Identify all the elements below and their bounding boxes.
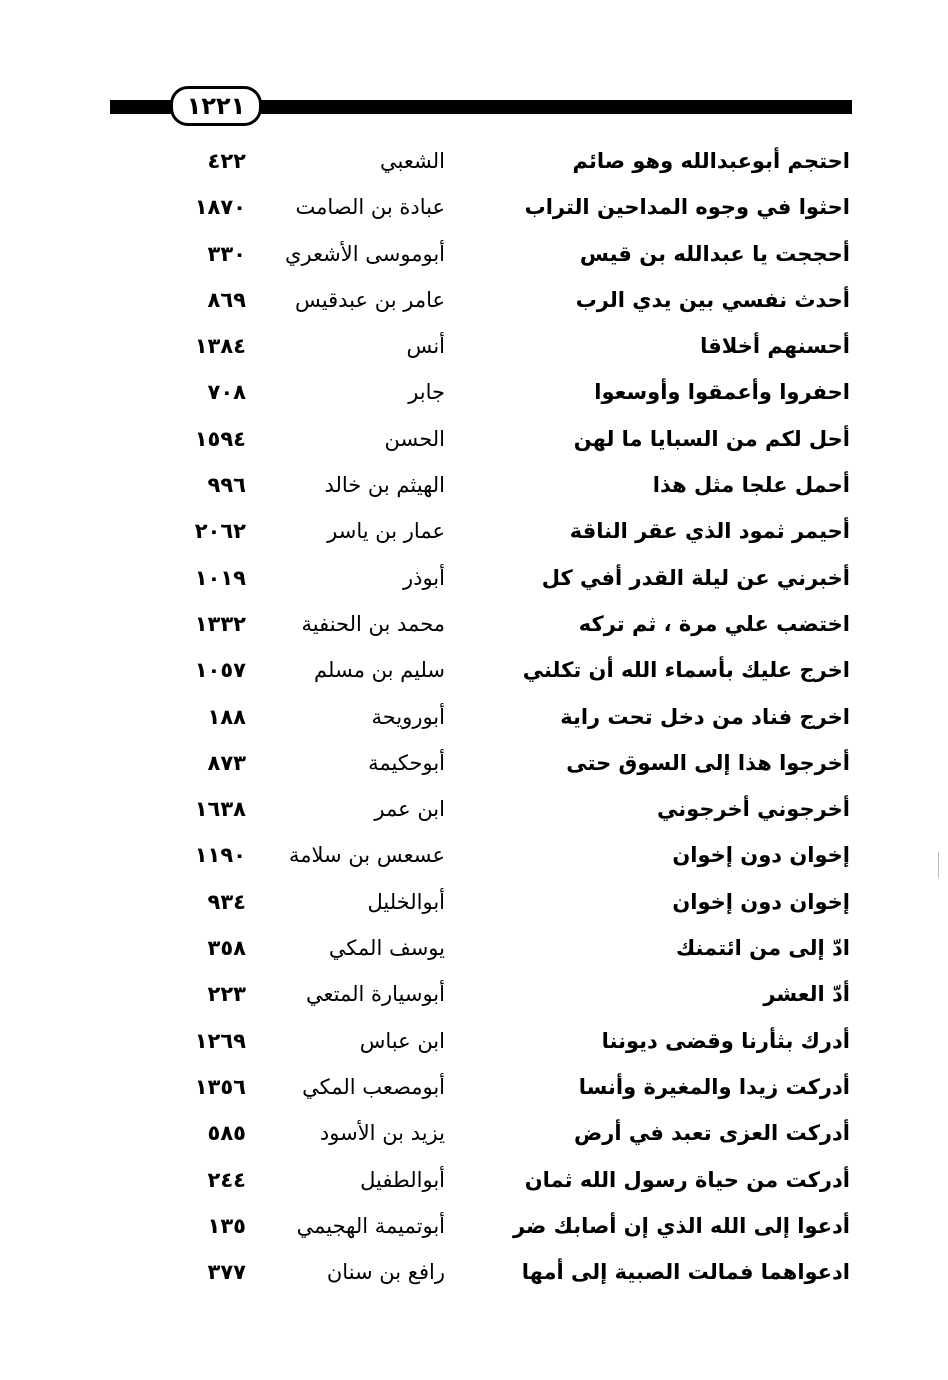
index-row — [0, 508, 948, 554]
phrase: احتجم أبوعبدالله وهو صائم — [572, 149, 850, 173]
phrase: ادّ إلى من ائتمنك — [676, 936, 850, 961]
entry-number: ٥٨٥ — [207, 1121, 246, 1146]
narrator: أبوموسى الأشعري — [285, 241, 445, 266]
index-row — [0, 1064, 948, 1110]
entry-number: ٨٦٩ — [207, 287, 246, 312]
phrase: أدركت العزى تعبد في أرض — [574, 1121, 850, 1146]
index-row — [0, 1203, 948, 1249]
index-row — [0, 1018, 948, 1064]
entry-number: ٧٠٨ — [207, 380, 246, 405]
narrator: يزيد بن الأسود — [319, 1121, 445, 1146]
narrator: أبوسيارة المتعي — [305, 982, 445, 1007]
phrase: أحمل علجا مثل هذا — [652, 473, 850, 498]
narrator: جابر — [408, 380, 445, 405]
phrase: أخرجوا هذا إلى السوق حتى — [566, 750, 850, 775]
phrase: اخرج فناد من دخل تحت راية — [560, 704, 850, 729]
narrator: الشعبي — [380, 149, 445, 173]
narrator: ابن عباس — [359, 1028, 445, 1053]
phrase: ادعواهما فمالت الصبية إلى أمها — [521, 1260, 850, 1285]
entry-number: ١٠٥٧ — [194, 658, 246, 683]
phrase: أحججت يا عبدالله بن قيس — [579, 241, 850, 266]
narrator: أبورويحة — [371, 704, 445, 729]
phrase: أدركت من حياة رسول الله ثمان — [524, 1167, 850, 1192]
phrase: أدّ العشر — [763, 982, 850, 1007]
index-row — [0, 1249, 948, 1295]
index-row — [0, 647, 948, 693]
phrase: أحسنهم أخلاقا — [700, 334, 850, 359]
narrator: عمار بن ياسر — [327, 519, 445, 544]
entry-number: ٢٠٦٢ — [194, 519, 246, 544]
narrator: أبوالطفيل — [360, 1167, 445, 1192]
narrator: محمد بن الحنفية — [301, 611, 445, 636]
entry-number: ١٨٧٠ — [194, 195, 246, 220]
entry-number: ١٦٣٨ — [194, 797, 246, 822]
entry-number: ١٠١٩ — [194, 565, 246, 590]
entry-number: ٢٤٤ — [207, 1167, 246, 1192]
narrator: أبومصعب المكي — [302, 1074, 445, 1099]
index-row — [0, 832, 948, 878]
phrase: احثوا في وجوه المداحين التراب — [524, 195, 850, 220]
phrase: أدعوا إلى الله الذي إن أصابك ضر — [512, 1213, 850, 1238]
index-row — [0, 231, 948, 277]
phrase: أحدث نفسي بين يدي الرب — [575, 287, 850, 312]
index-row — [0, 138, 948, 184]
narrator: عامر بن عبدقيس — [295, 287, 445, 312]
phrase: اخرج عليك بأسماء الله أن تكلني — [522, 658, 850, 683]
entry-number: ١٣٥٦ — [194, 1074, 246, 1099]
entry-number: ١٥٩٤ — [194, 426, 246, 451]
narrator: عبادة بن الصامت — [295, 195, 445, 220]
margin-mark — [938, 852, 939, 878]
phrase: أدركت زيدا والمغيرة وأنسا — [578, 1074, 850, 1099]
entry-number: ١٣٨٤ — [194, 334, 246, 359]
narrator: عسعس بن سلامة — [289, 843, 445, 868]
narrator: الحسن — [384, 426, 445, 451]
entry-number: ٢٢٣ — [207, 982, 246, 1007]
phrase: إخوان دون إخوان — [672, 843, 850, 868]
index-row — [0, 601, 948, 647]
index-row — [0, 879, 948, 925]
phrase: أحل لكم من السبايا ما لهن — [573, 426, 850, 451]
narrator: أبوذر — [402, 565, 445, 590]
narrator: ابن عمر — [374, 797, 445, 822]
index-row — [0, 1157, 948, 1203]
phrase: إخوان دون إخوان — [672, 889, 850, 914]
index-row — [0, 184, 948, 230]
index-row — [0, 971, 948, 1017]
narrator: الهيثم بن خالد — [324, 473, 445, 498]
entry-number: ١٢٦٩ — [194, 1028, 246, 1053]
index-row — [0, 786, 948, 832]
index-row — [0, 1110, 948, 1156]
index-row — [0, 277, 948, 323]
narrator: أبوالخليل — [367, 889, 445, 914]
entry-number: ١٨٨ — [207, 704, 246, 729]
phrase: أدرك بثأرنا وقضى ديوننا — [601, 1028, 850, 1053]
index-table — [0, 138, 948, 1295]
page-number: ١٢٢١ — [170, 86, 262, 126]
narrator: رافع بن سنان — [326, 1260, 445, 1285]
phrase: أخرجوني أخرجوني — [657, 797, 850, 822]
narrator: يوسف المكي — [328, 936, 445, 961]
narrator: أبوتميمة الهجيمي — [296, 1213, 445, 1238]
phrase: احفروا وأعمقوا وأوسعوا — [594, 380, 850, 405]
entry-number: ١١٩٠ — [194, 843, 246, 868]
phrase: أحيمر ثمود الذي عقر الناقة — [569, 519, 850, 544]
index-row — [0, 369, 948, 415]
entry-number: ١٣٥ — [207, 1213, 246, 1238]
phrase: اختضب علي مرة ، ثم تركه — [578, 611, 850, 636]
entry-number: ٩٩٦ — [207, 473, 246, 498]
index-row — [0, 323, 948, 369]
entry-number: ٣٣٠ — [207, 241, 246, 266]
phrase: أخبرني عن ليلة القدر أفي كل — [541, 565, 850, 590]
index-row — [0, 416, 948, 462]
narrator: أنس — [406, 334, 445, 359]
index-row — [0, 555, 948, 601]
index-row — [0, 740, 948, 786]
index-row — [0, 462, 948, 508]
entry-number: ٣٧٧ — [207, 1260, 246, 1285]
index-row — [0, 925, 948, 971]
entry-number: ٩٣٤ — [207, 889, 246, 914]
entry-number: ١٣٣٢ — [194, 611, 246, 636]
entry-number: ٤٢٢ — [207, 149, 246, 173]
narrator: أبوحكيمة — [368, 750, 445, 775]
index-row — [0, 694, 948, 740]
entry-number: ٣٥٨ — [207, 936, 246, 961]
entry-number: ٨٧٣ — [207, 750, 246, 775]
narrator: سليم بن مسلم — [314, 658, 445, 683]
